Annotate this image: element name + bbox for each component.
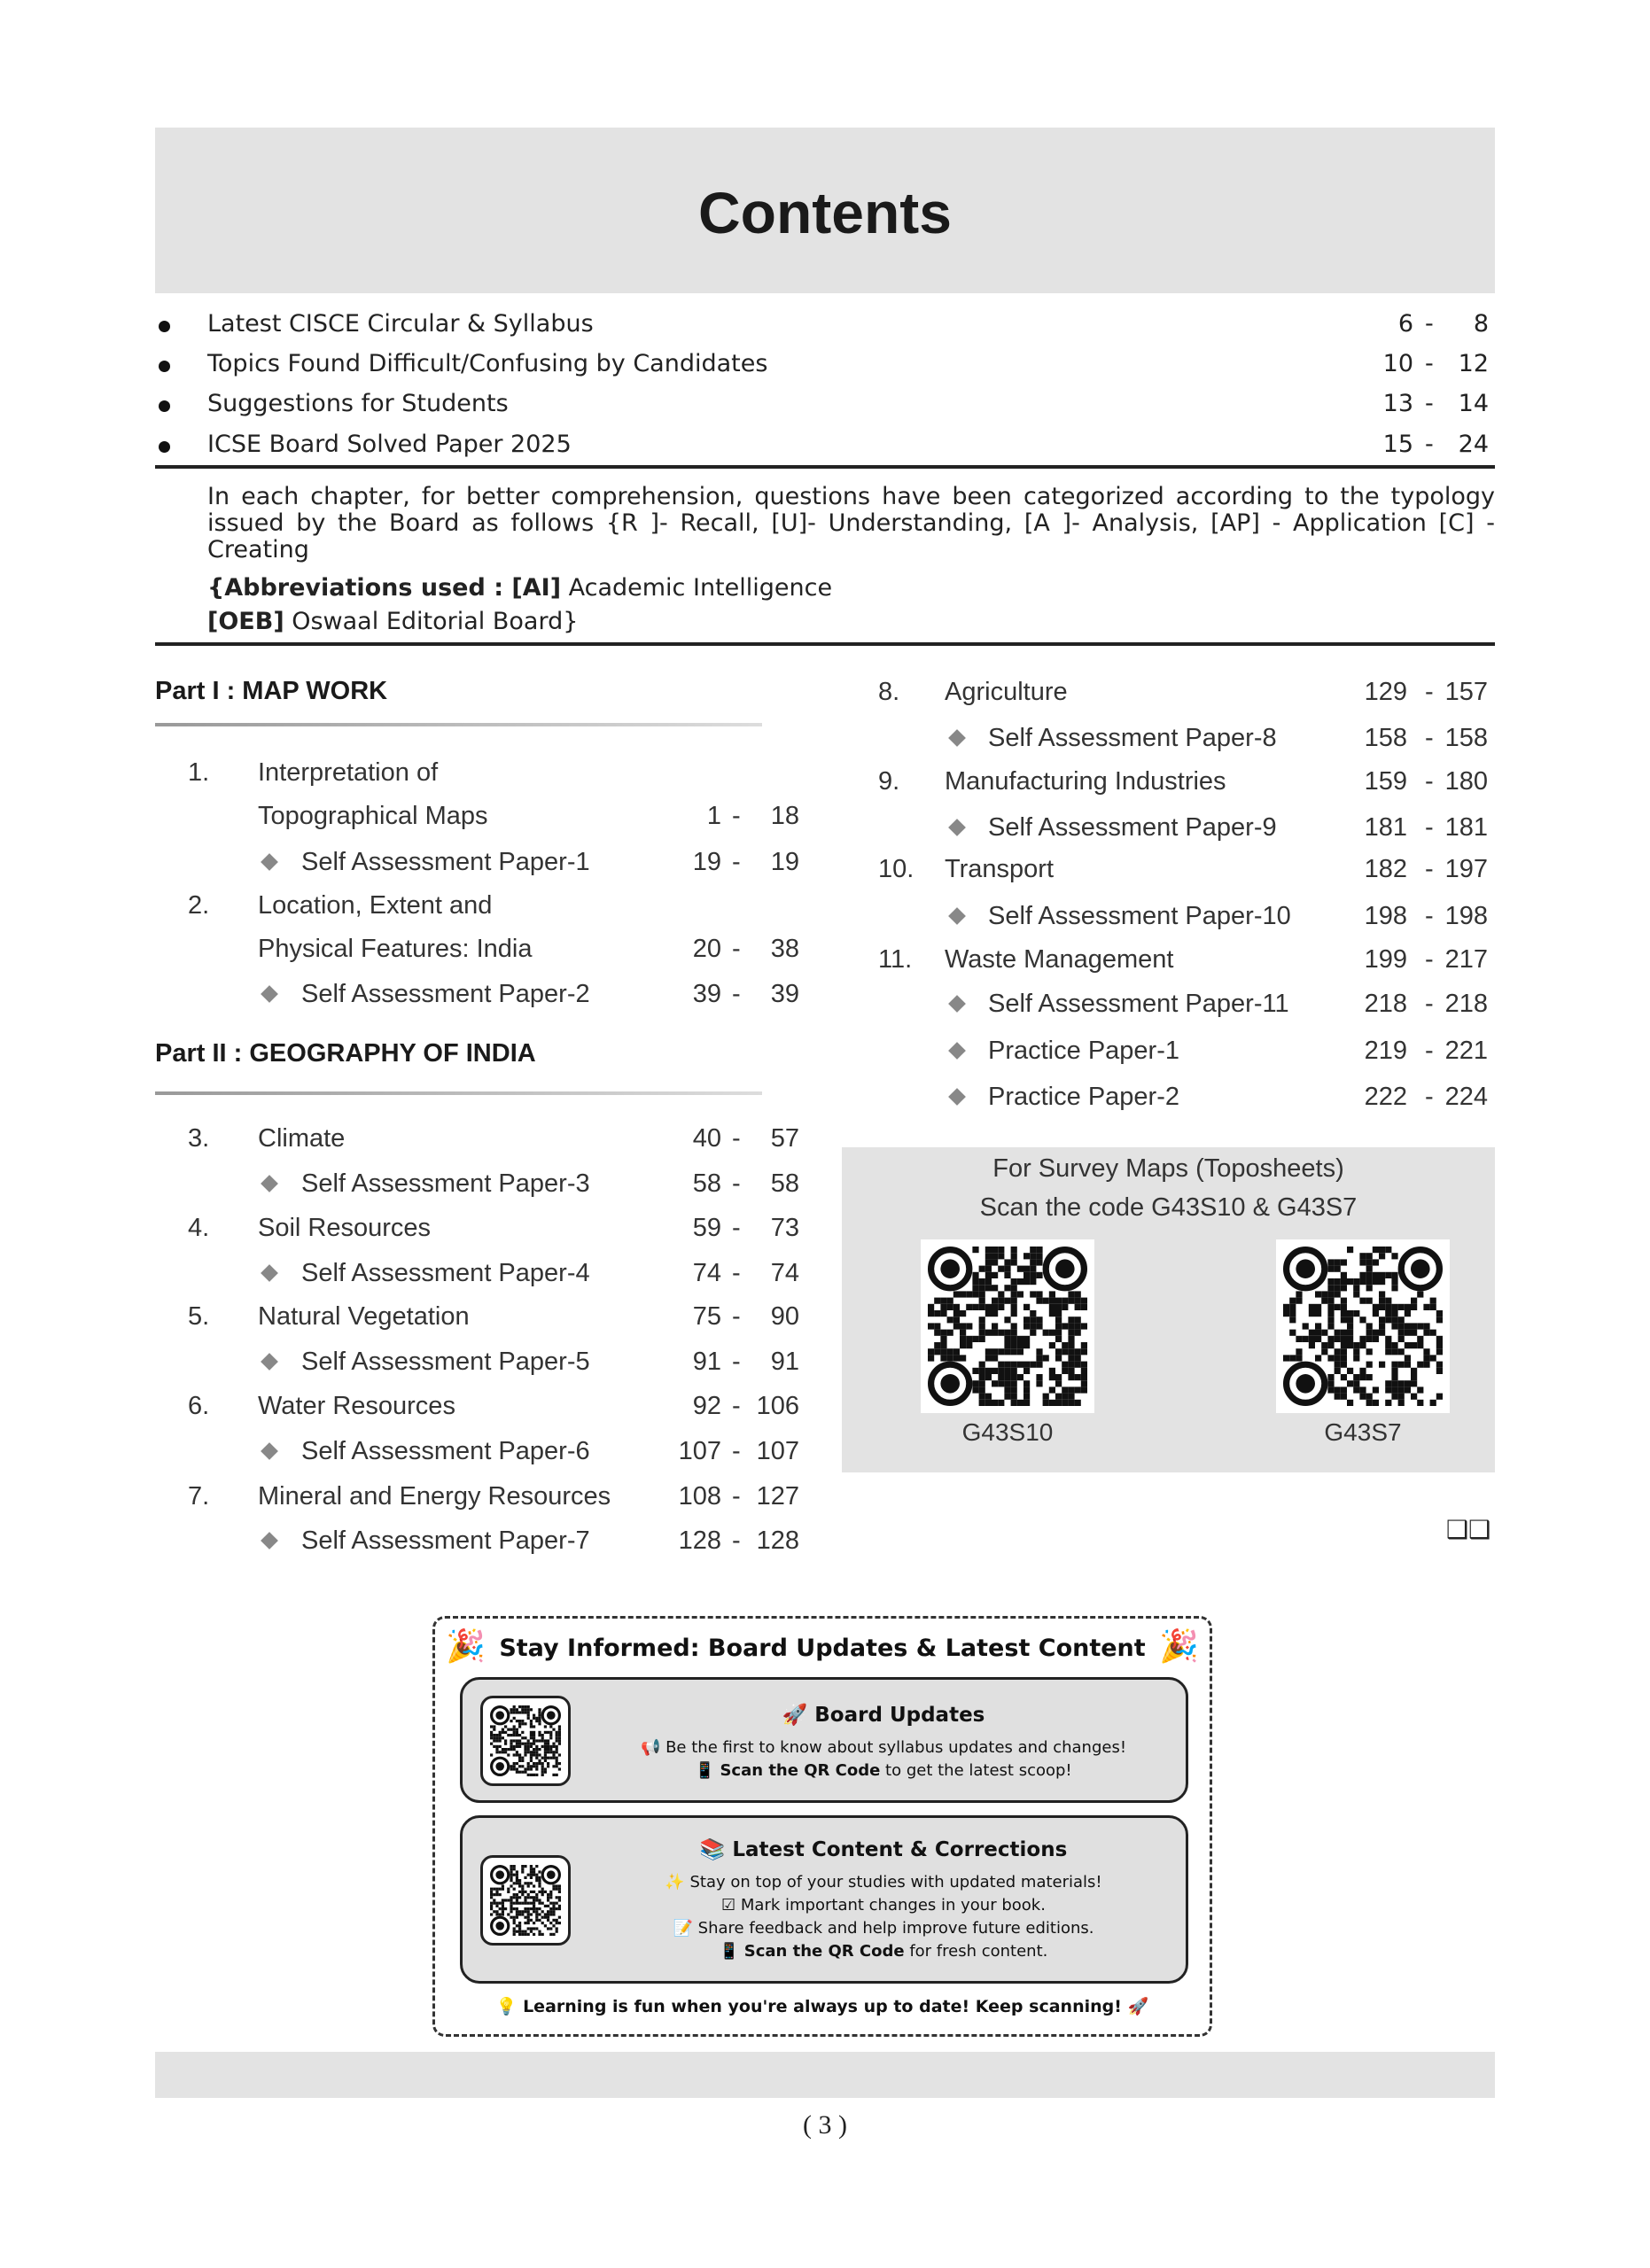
chapter-number: 11. <box>878 945 913 974</box>
entry-label: Practice Paper-2 <box>988 1083 1179 1111</box>
page-dash: - <box>732 1259 741 1287</box>
page-from: 218 <box>1364 990 1407 1018</box>
toc-entry[interactable] <box>0 676 1650 708</box>
part-2-heading: Part II : GEOGRAPHY OF INDIA <box>155 1039 536 1068</box>
toc-entry[interactable] <box>0 1035 1650 1067</box>
entry-label: Mineral and Energy Resources <box>258 1482 611 1511</box>
lightbulb-icon: 💡 <box>495 1997 524 2016</box>
footer-band <box>155 2052 1495 2098</box>
page-from: 219 <box>1364 1037 1407 1065</box>
chapter-number: 6. <box>188 1392 210 1420</box>
page-dash: - <box>732 1214 741 1242</box>
page-dash: - <box>732 1169 741 1198</box>
oeb-label: [OEB] <box>207 608 284 635</box>
card-line: 📝 Share feedback and help improve future editions. <box>673 1919 1094 1938</box>
qr-pattern <box>928 1247 1087 1406</box>
entry-label: Physical Features: India <box>258 935 533 963</box>
toc-entry[interactable] <box>0 1081 1650 1113</box>
page-from: 6 <box>1397 310 1413 338</box>
page-dash: - <box>732 1348 741 1376</box>
page-to: 158 <box>1444 724 1488 752</box>
toc-entry[interactable] <box>0 1525 1650 1557</box>
entry-label: Self Assessment Paper-8 <box>988 724 1277 752</box>
page-to: 218 <box>1444 990 1488 1018</box>
abbr-label: {Abbreviations used : [AI] <box>207 574 562 602</box>
page-to: 180 <box>1444 767 1488 796</box>
entry-label: Self Assessment Paper-10 <box>988 902 1291 930</box>
page-from: 10 <box>1382 350 1413 377</box>
chapter-number: 9. <box>878 767 900 796</box>
page-to: 73 <box>770 1214 799 1242</box>
toc-entry[interactable] <box>0 765 1650 797</box>
page-dash: - <box>732 1392 741 1420</box>
bullet-icon <box>159 441 170 453</box>
page-from: 128 <box>678 1526 721 1555</box>
qr-code-g43s7[interactable] <box>1276 1239 1450 1413</box>
page-to: 18 <box>770 802 799 830</box>
page-from: 91 <box>692 1348 721 1376</box>
page-to: 128 <box>756 1526 799 1555</box>
entry-label: Location, Extent and <box>258 891 493 920</box>
chapter-number: 3. <box>188 1124 210 1153</box>
chapter-number: 7. <box>188 1482 210 1511</box>
page-to: 91 <box>770 1348 799 1376</box>
entry-label: Self Assessment Paper-7 <box>301 1526 590 1555</box>
page-dash: - <box>732 1437 741 1465</box>
page-from: 40 <box>692 1124 721 1153</box>
diamond-bullet-icon <box>948 1042 966 1060</box>
page-to: 157 <box>1444 678 1488 706</box>
page-dash: - <box>732 848 741 876</box>
page-dash: - <box>1425 945 1434 974</box>
part-1-heading: Part I : MAP WORK <box>155 677 388 705</box>
party-popper-icon: 🎉 <box>1159 1628 1199 1665</box>
diamond-bullet-icon <box>948 907 966 925</box>
page-dash: - <box>1425 350 1434 377</box>
qr-label-g43s10: G43S10 <box>961 1418 1054 1446</box>
intro-item-label: Suggestions for Students <box>207 390 509 417</box>
stay-informed-box <box>432 1616 1212 2037</box>
entry-label: Agriculture <box>945 678 1068 706</box>
party-popper-icon: 🎉 <box>446 1628 486 1665</box>
page-to: 224 <box>1444 1083 1488 1111</box>
card-line: 📢 Be the first to know about syllabus updates and changes! <box>640 1738 1127 1757</box>
page-from: 15 <box>1382 431 1413 458</box>
page-to: 107 <box>756 1437 799 1465</box>
bullet-icon <box>159 361 170 372</box>
page-dash: - <box>1425 724 1434 752</box>
card-line: ✨ Stay on top of your studies with updated materials! <box>665 1873 1102 1891</box>
page-dash: - <box>732 802 741 830</box>
page-to: 38 <box>770 935 799 963</box>
entry-label: Self Assessment Paper-3 <box>301 1169 590 1198</box>
page-title: Contents <box>698 180 952 245</box>
qr-code-board-updates[interactable] <box>480 1696 571 1786</box>
page-from: 58 <box>692 1169 721 1198</box>
entry-label: Self Assessment Paper-1 <box>301 848 590 876</box>
page-to: 197 <box>1444 855 1488 883</box>
entry-label: Manufacturing Industries <box>945 767 1226 796</box>
page-from: 198 <box>1364 902 1407 930</box>
intro-item-label: Latest CISCE Circular & Syllabus <box>207 310 594 338</box>
card-line: 📱 Scan the QR Code to get the latest scoop! <box>695 1761 1072 1780</box>
chapter-number: 10. <box>878 855 915 883</box>
page-from: 13 <box>1382 390 1413 417</box>
survey-maps-box <box>842 1147 1495 1472</box>
page-dash: - <box>732 980 741 1008</box>
qr-label-g43s7: G43S7 <box>1324 1418 1402 1446</box>
page-number: ( 3 ) <box>803 2110 847 2140</box>
diamond-bullet-icon <box>261 1353 278 1371</box>
intro-item-label: ICSE Board Solved Paper 2025 <box>207 431 572 458</box>
diamond-bullet-icon <box>261 1442 278 1460</box>
toc-entry[interactable] <box>0 900 1650 932</box>
qr-pattern <box>1283 1247 1443 1406</box>
page-from: 19 <box>692 848 721 876</box>
page-to: 74 <box>770 1259 799 1287</box>
card-line: 📱 Scan the QR Code for fresh content. <box>719 1942 1048 1961</box>
page-from: 59 <box>692 1214 721 1242</box>
diamond-bullet-icon <box>261 1264 278 1282</box>
qr-code-latest-content[interactable] <box>480 1855 571 1946</box>
page-dash: - <box>1425 902 1434 930</box>
qr-code-g43s10[interactable] <box>921 1239 1094 1413</box>
promo-footer: 💡 Learning is fun when you're always up to date! Keep scanning! 🚀 <box>495 1997 1149 2016</box>
survey-line-2: Scan the code G43S10 & G43S7 <box>979 1193 1358 1222</box>
page-to: 12 <box>1458 350 1489 377</box>
toc-entry[interactable] <box>0 1480 1650 1512</box>
divider <box>155 465 1495 469</box>
diamond-bullet-icon <box>948 729 966 747</box>
entry-label: Practice Paper-1 <box>988 1037 1179 1065</box>
typology-note: In each chapter, for better comprehension, questions have been categorized according to the typology issued by the Board as follows {R ]- Recall, [U]- Understanding, [A ]- Analysis, [AP] - Application [C] - Creating <box>207 483 1495 563</box>
latest-content-card <box>460 1815 1188 1984</box>
chapter-number: 5. <box>188 1302 210 1331</box>
entry-label: Interpretation of <box>258 758 439 787</box>
board-updates-card <box>460 1677 1188 1803</box>
diamond-bullet-icon <box>948 995 966 1013</box>
page-to: 221 <box>1444 1037 1488 1065</box>
toc-entry[interactable] <box>0 988 1650 1020</box>
entry-label: Self Assessment Paper-6 <box>301 1437 590 1465</box>
page-to: 39 <box>770 980 799 1008</box>
entry-label: Waste Management <box>945 945 1174 974</box>
chapter-number: 8. <box>878 678 900 706</box>
bullet-icon <box>159 400 170 412</box>
diamond-bullet-icon <box>261 1532 278 1550</box>
page-from: 158 <box>1364 724 1407 752</box>
page-to: 217 <box>1444 945 1488 974</box>
page-dash: - <box>732 1124 741 1153</box>
rocket-icon: 🚀 <box>782 1704 815 1727</box>
qr-pattern <box>490 1865 561 1936</box>
page-to: 14 <box>1458 390 1489 417</box>
promo-title: Stay Informed: Board Updates & Latest Content <box>499 1635 1146 1662</box>
end-mark: ❑❑ <box>1446 1515 1491 1544</box>
page-dash: - <box>732 1526 741 1555</box>
page-to: 58 <box>770 1169 799 1198</box>
entry-label: Climate <box>258 1124 346 1153</box>
chapter-number: 1. <box>188 758 210 787</box>
header-band <box>155 128 1495 293</box>
page-to: 106 <box>756 1392 799 1420</box>
entry-label: Self Assessment Paper-9 <box>988 813 1277 842</box>
page-dash: - <box>1425 390 1434 417</box>
page-to: 181 <box>1444 813 1488 842</box>
entry-label: Self Assessment Paper-5 <box>301 1348 590 1376</box>
entry-label: Topographical Maps <box>258 802 488 830</box>
page-dash: - <box>1425 855 1434 883</box>
intro-item-label: Topics Found Difficult/Confusing by Candidates <box>207 350 768 377</box>
oeb-line <box>207 608 578 635</box>
page-from: 199 <box>1364 945 1407 974</box>
diamond-bullet-icon <box>948 1088 966 1106</box>
entry-label: Soil Resources <box>258 1214 432 1242</box>
page-from: 92 <box>692 1392 721 1420</box>
card-line: ☑ Mark important changes in your book. <box>721 1896 1046 1915</box>
page-dash: - <box>1425 1037 1434 1065</box>
diamond-bullet-icon <box>261 1175 278 1192</box>
entry-label: Self Assessment Paper-2 <box>301 980 590 1008</box>
page-to: 19 <box>770 848 799 876</box>
abbr-text: Academic Intelligence <box>561 574 833 602</box>
page-from: 129 <box>1364 678 1407 706</box>
page-to: 90 <box>770 1302 799 1331</box>
page-dash: - <box>732 935 741 963</box>
page-from: 74 <box>692 1259 721 1287</box>
page-from: 39 <box>692 980 721 1008</box>
entry-label: Self Assessment Paper-11 <box>988 990 1289 1018</box>
page-from: 20 <box>692 935 721 963</box>
chapter-number: 2. <box>188 891 210 920</box>
entry-label: Water Resources <box>258 1392 455 1420</box>
page-from: 159 <box>1364 767 1407 796</box>
card-heading: 🚀 Board Updates <box>782 1704 985 1727</box>
entry-label: Natural Vegetation <box>258 1302 470 1331</box>
entry-label: Self Assessment Paper-4 <box>301 1259 590 1287</box>
page-to: 57 <box>770 1124 799 1153</box>
entry-label: Transport <box>945 855 1055 883</box>
page-to: 24 <box>1458 431 1489 458</box>
qr-pattern <box>490 1705 561 1776</box>
page-dash: - <box>1425 767 1434 796</box>
toc-entry[interactable] <box>0 853 1650 885</box>
page-from: 182 <box>1364 855 1407 883</box>
books-icon: 📚 <box>699 1838 733 1861</box>
page-from: 181 <box>1364 813 1407 842</box>
page-dash: - <box>1425 310 1434 338</box>
page-dash: - <box>1425 990 1434 1018</box>
survey-line-1: For Survey Maps (Toposheets) <box>992 1154 1344 1183</box>
page-to: 127 <box>756 1482 799 1511</box>
bullet-icon <box>159 321 170 332</box>
page-from: 107 <box>678 1437 721 1465</box>
page-dash: - <box>1425 1083 1434 1111</box>
page-to: 198 <box>1444 902 1488 930</box>
diamond-bullet-icon <box>948 819 966 836</box>
page-from: 1 <box>706 802 721 830</box>
card-heading: 📚 Latest Content & Corrections <box>699 1838 1068 1861</box>
page-dash: - <box>732 1302 741 1331</box>
toc-entry[interactable] <box>0 812 1650 843</box>
divider <box>155 642 1495 646</box>
page-dash: - <box>1425 431 1434 458</box>
page-to: 8 <box>1473 310 1489 338</box>
page-dash: - <box>1425 813 1434 842</box>
oeb-text: Oswaal Editorial Board} <box>284 608 579 635</box>
page-from: 75 <box>692 1302 721 1331</box>
rocket-icon: 🚀 <box>1121 1997 1149 2016</box>
toc-entry[interactable] <box>0 722 1650 754</box>
toc-entry[interactable] <box>0 944 1650 975</box>
page-from: 108 <box>678 1482 721 1511</box>
page-dash: - <box>1425 678 1434 706</box>
page-dash: - <box>732 1482 741 1511</box>
chapter-number: 4. <box>188 1214 210 1242</box>
abbreviations-line <box>207 574 832 602</box>
page-from: 222 <box>1364 1083 1407 1111</box>
